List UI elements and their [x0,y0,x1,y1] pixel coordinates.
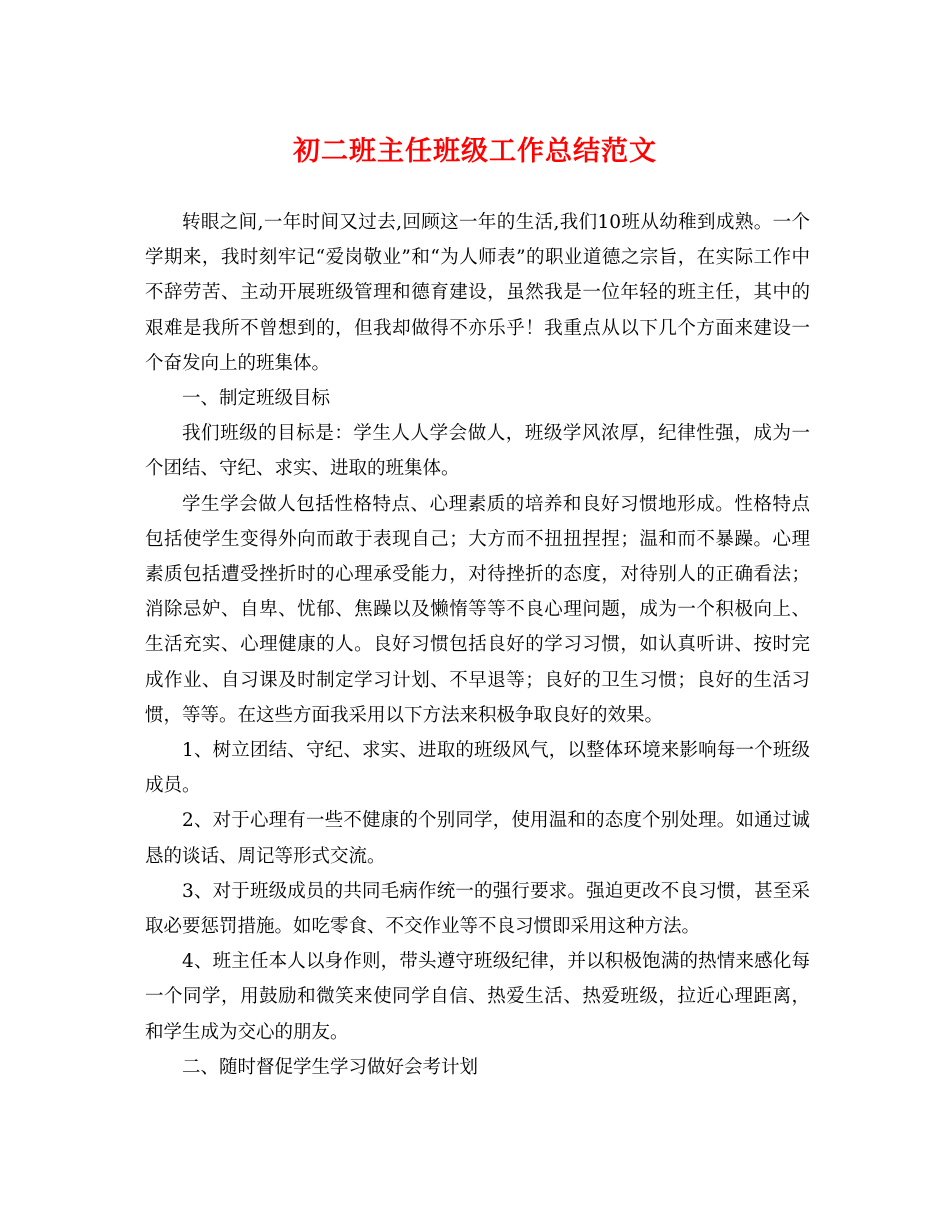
method-item-1: 1、树立团结、守纪、求实、进取的班级风气，以整体环境来影响每一个班级成员。 [145,740,810,797]
method-item-3: 3、对于班级成员的共同毛病作统一的强行要求。强迫更改不良习惯，甚至采取必要惩罚措施。如吃零食、不交作业等不良习惯即采用这种方法。 [145,880,810,938]
document-title: 初二班主任班级工作总结范文 [293,136,657,167]
method-item-4: 4、班主任本人以身作则，带头遵守班级纪律，并以积极饱满的热情来感化每一个同学，用鼓励和微笑来使同学自信、热爱生活、热爱班级，拉近心理距离，和学生成为交心的朋友。 [145,951,810,1043]
character-paragraph: 学生学会做人包括性格特点、心理素质的培养和良好习惯地形成。性格特点包括使学生变得外向而敢于表现自己；大方而不扭扭捏捏；温和而不暴躁。心理素质包括遭受挫折时的心理承受能力，对待挫折的态度，对待别人的正确看法；消除忌妒、自卑、忧郁、焦躁以及懒惰等等不良心理问题，成为一个积极向上、生活充实、心理健康的人。良好习惯包括良好的学习习惯，如认真听讲、按时完成作业、自习课及时制定学习计划、不早退等；良好的卫生习惯；良好的生活习惯，等等。在这些方面我采用以下方法来积极争取良好的效果。 [145,493,810,726]
goal-paragraph: 我们班级的目标是：学生人人学会做人，班级学风浓厚，纪律性强，成为一个团结、守纪、求实、进取的班集体。 [145,423,810,480]
document-body [145,205,810,1085]
method-item-2: 2、对于心理有一些不健康的个别同学，使用温和的态度个别处理。如通过诚恳的谈话、周记等形式交流。 [145,810,810,867]
section-heading-2: 二、随时督促学生学习做好会考计划 [182,1056,479,1078]
intro-paragraph: 转眼之间,一年时间又过去,回顾这一年的生活,我们10班从幼稚到成熟。一个学期来，我时刻牢记“爱岗敬业”和“为人师表”的职业道德之宗旨，在实际工作中不辞劳苦、主动开展班级管理和德育建设，虽然我是一位年轻的班主任，其中的艰难是我所不曾想到的，但我却做得不亦乐乎！我重点从以下几个方面来建设一个奋发向上的班集体。 [145,212,810,374]
section-heading-1: 一、制定班级目标 [182,388,331,410]
